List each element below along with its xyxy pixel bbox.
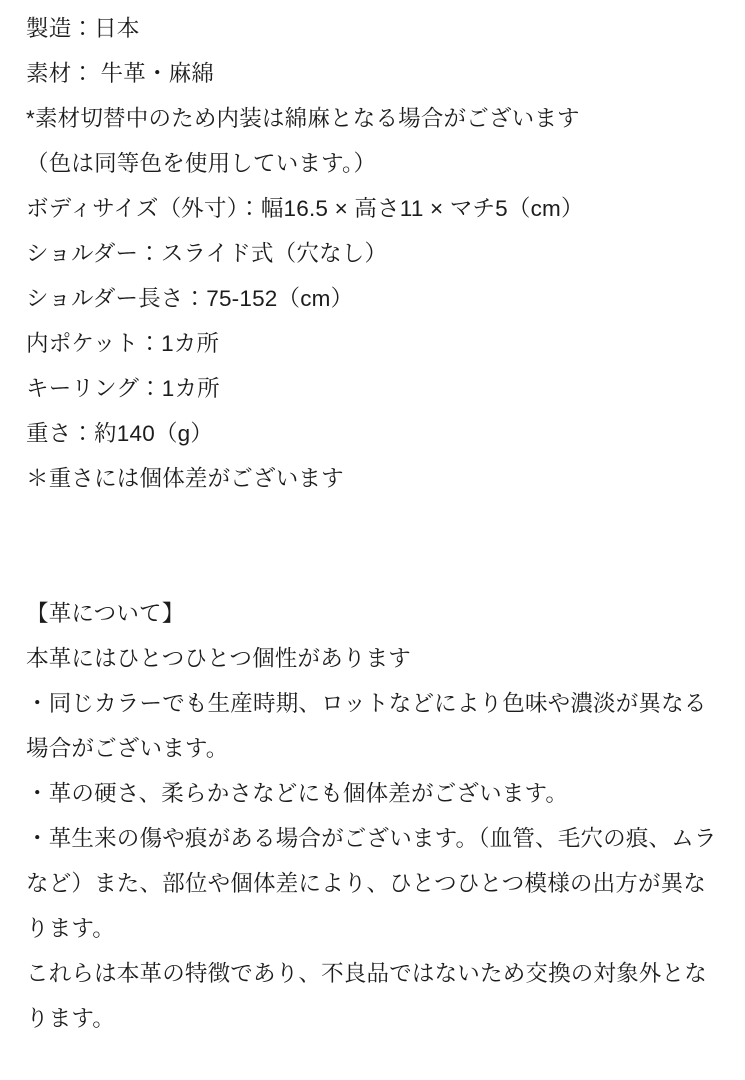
section-spacer xyxy=(26,501,719,591)
spec-line: 内ポケット：1カ所 xyxy=(26,331,220,356)
spec-line: ショルダー：スライド式（穴なし） xyxy=(26,241,388,266)
note-line: 本革にはひとつひとつ個性があります xyxy=(26,646,412,671)
leather-section-heading: 【革について】 xyxy=(26,601,185,626)
spec-line: ボディサイズ（外寸）：幅16.5 × 高さ11 × マチ5（cm） xyxy=(26,196,584,221)
spec-line: 重さ：約140（g） xyxy=(26,421,214,446)
spec-line: 素材： 牛革・麻綿 xyxy=(26,61,215,86)
note-line: ・革の硬さ、柔らかさなどにも個体差がございます。 xyxy=(26,781,569,806)
note-line: これらは本革の特徴であり、不良品ではないため交換の対象外となります。 xyxy=(26,961,708,1031)
specification-list xyxy=(26,6,719,501)
spec-line: （色は同等色を使用しています。） xyxy=(26,151,377,176)
leather-notes-list xyxy=(26,636,719,1041)
note-line: ・革生来の傷や痕がある場合がございます。（血管、毛穴の痕、ムラなど）また、部位や個体差により、ひとつひとつ模様の出方が異なります。 xyxy=(26,826,717,941)
note-line: ・同じカラーでも生産時期、ロットなどにより色味や濃淡が異なる場合がございます。 xyxy=(26,691,707,761)
spec-line: ショルダー長さ：75-152（cm） xyxy=(26,286,354,311)
spec-line: *素材切替中のため内装は綿麻となる場合がございます xyxy=(26,106,580,131)
spec-line: キーリング：1カ所 xyxy=(26,376,220,401)
spec-line: 製造：日本 xyxy=(26,16,140,41)
spec-line: ＊重さには個体差がございます xyxy=(26,466,344,491)
